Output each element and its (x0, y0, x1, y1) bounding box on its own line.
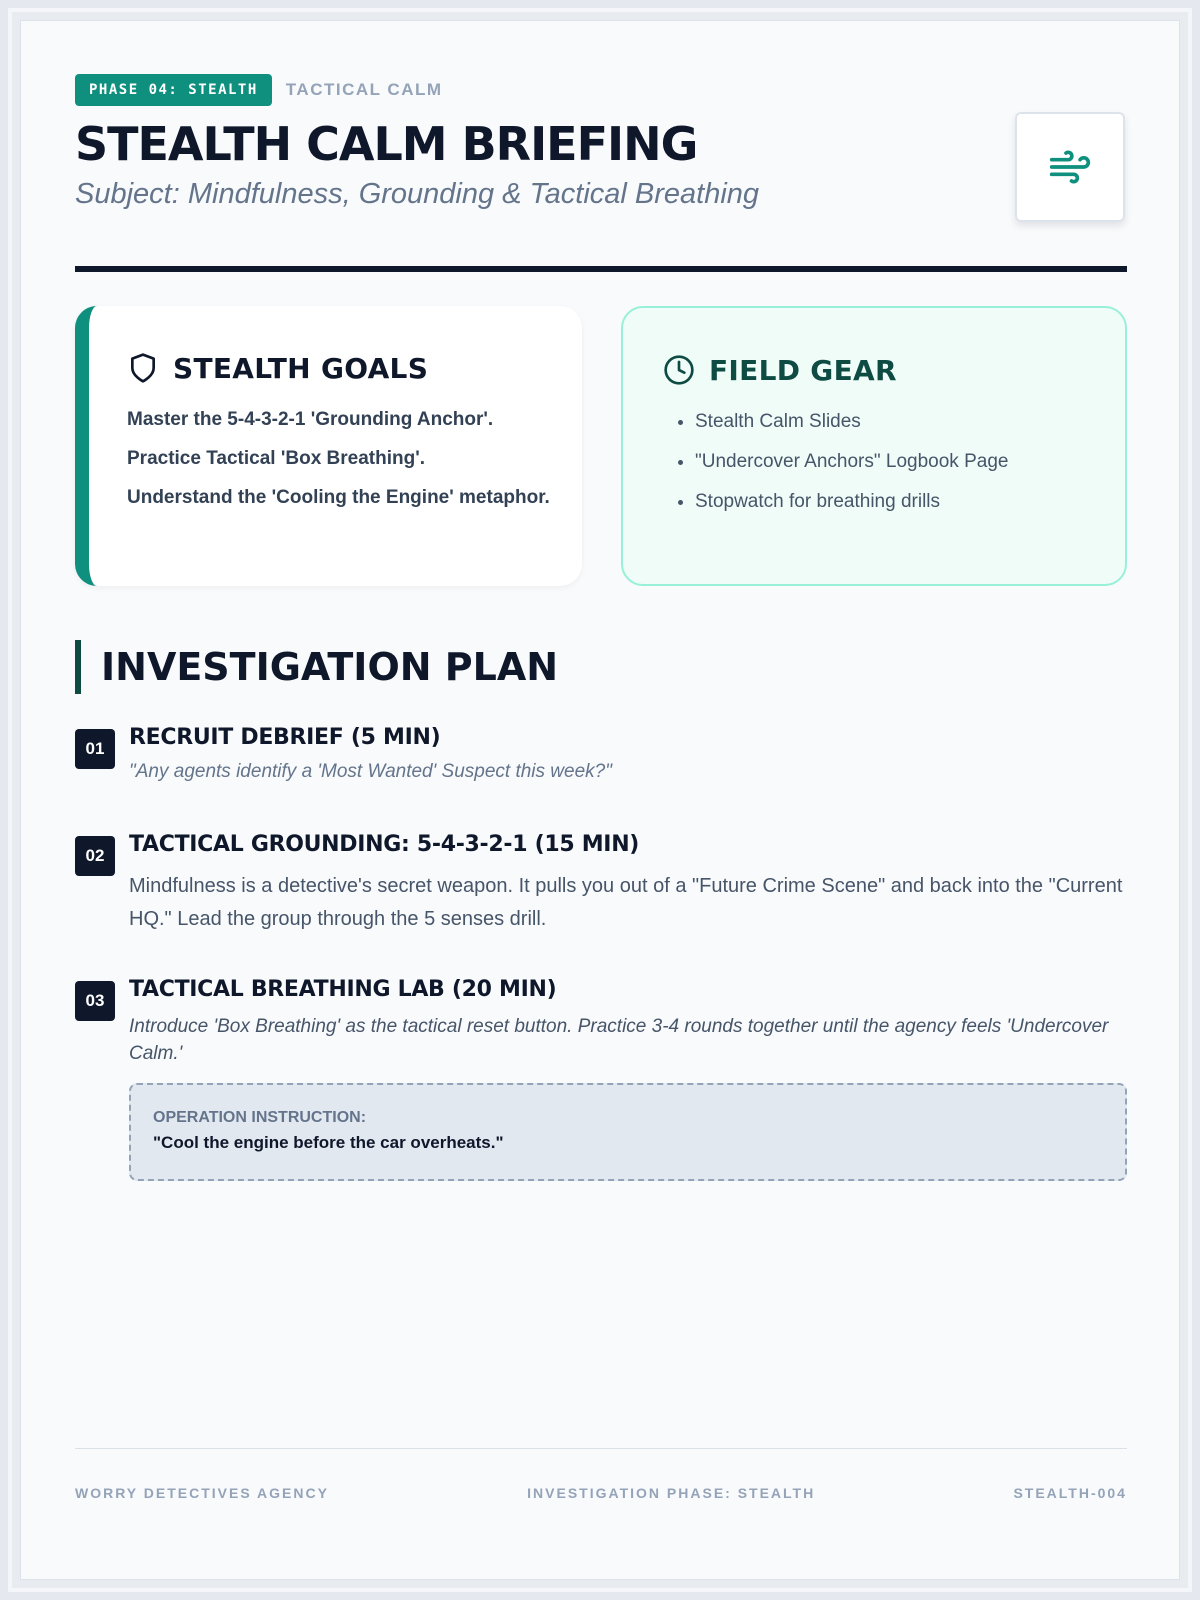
step-body (129, 830, 1127, 936)
footer-divider (75, 1448, 1127, 1449)
shield-icon (127, 352, 159, 384)
footer-code: STEALTH-004 (1013, 1485, 1127, 1501)
gear-item: • Stealth Calm Slides (695, 408, 1095, 436)
step-number: 01 (75, 729, 115, 769)
operation-instruction-box (129, 1083, 1127, 1181)
step-title: TACTICAL GROUNDING: 5-4-3-2-1 (15 MIN) (129, 832, 640, 857)
step-number: 02 (75, 836, 115, 876)
wind-icon (1044, 145, 1096, 189)
gear-list (663, 408, 1095, 516)
field-gear-card (621, 306, 1127, 586)
phase-row (75, 74, 1127, 106)
gear-item: • "Undercover Anchors" Logbook Page (695, 448, 1095, 476)
page-subtitle: Subject: Mindfulness, Grounding & Tactical Breathing (75, 178, 760, 210)
step-description: Mindfulness is a detective's secret weapon. It pulls you out of a "Future Crime Scene" and back into the "Current HQ." Lead the group through the 5 senses drill. (129, 875, 1123, 930)
goal-item: Master the 5-4-3-2-1 'Grounding Anchor'. (127, 409, 494, 430)
goals-card-header (127, 350, 552, 386)
plan-title: INVESTIGATION PLAN (101, 645, 559, 689)
phase-badge: PHASE 04: STEALTH (75, 74, 272, 106)
step-quote: "Any agents identify a 'Most Wanted' Suspect this week?" (129, 761, 612, 782)
briefing-page (20, 20, 1180, 1580)
clock-icon (663, 354, 695, 386)
instruction-text: "Cool the engine before the car overheats." (153, 1133, 504, 1152)
plan-heading (75, 640, 558, 694)
header-icon-box (1015, 112, 1125, 222)
goal-item: Practice Tactical 'Box Breathing'. (127, 448, 426, 469)
step-title: TACTICAL BREATHING LAB (20 MIN) (129, 977, 557, 1002)
phase-subtitle: TACTICAL CALM (285, 80, 443, 99)
header-divider (75, 266, 1127, 272)
instruction-label: OPERATION INSTRUCTION: (153, 1109, 367, 1126)
footer (75, 1481, 1127, 1505)
footer-agency: WORRY DETECTIVES AGENCY (75, 1485, 329, 1501)
header (75, 74, 1127, 274)
goals-title: STEALTH GOALS (173, 351, 429, 385)
stealth-goals-card (75, 306, 582, 586)
step-description: Introduce 'Box Breathing' as the tactical reset button. Practice 3-4 rounds together until the agency feels 'Undercover Calm.' (129, 1016, 1109, 1064)
goal-item: Understand the 'Cooling the Engine' metaphor. (127, 487, 550, 508)
gear-card-header (663, 352, 1095, 388)
footer-phase: INVESTIGATION PHASE: STEALTH (527, 1485, 816, 1501)
step-body (129, 975, 1127, 1181)
step-number: 03 (75, 981, 115, 1021)
gear-title: FIELD GEAR (709, 353, 897, 387)
step-title: RECRUIT DEBRIEF (5 MIN) (129, 725, 441, 750)
step-body (129, 723, 1127, 785)
page-title: STEALTH CALM BRIEFING (75, 117, 698, 171)
gear-item: • Stopwatch for breathing drills (695, 488, 1095, 516)
goals-list (127, 406, 552, 511)
